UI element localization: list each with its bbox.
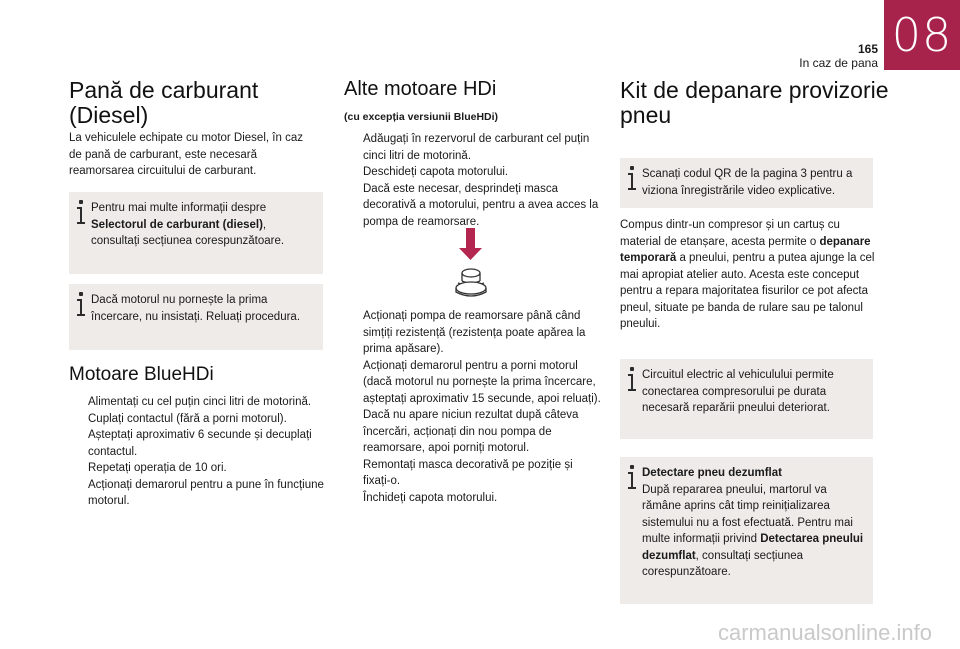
info-text-qr: Scanați codul QR de la pagina 3 pentru a viziona înregistrările video explicative. <box>642 168 853 197</box>
list-item: Remontați masca decorativă pe poziție și fixați-o. <box>363 458 573 487</box>
info-box-restart <box>69 284 323 350</box>
chapter-number: 08 <box>891 8 953 62</box>
other-hdi-steps-b <box>344 308 602 506</box>
list-item: Dacă este necesar, desprindeți masca decorativă a motorului, pentru a avea acces la pompa de reamorsare. <box>363 182 599 228</box>
fuel-outage-intro: La vehiculele echipate cu motor Diesel, în caz de pană de carburant, este necesară reamorsarea circuitului de carburant. <box>69 132 303 177</box>
info-text-deflation: Detectare pneu dezumflat După repararea pneului, martorul va rămâne aprins cât timp reinițializarea sistemului nu a fost efectuată. Pentru mai multe informații privind Detectarea pneului dezumflat, consultați secțiunea corespunzătoare. <box>642 467 864 578</box>
arrow-shaft <box>466 228 475 250</box>
tyre-kit-title: Kit de depanare provizorie pneu <box>620 77 889 128</box>
info-box-circuit <box>620 359 873 439</box>
list-item: Alimentați cu cel puțin cinci litri de motorină. <box>88 396 312 408</box>
list-item: Acționați pompa de reamorsare până când simțiți rezistență (rezistența poate apărea la prima apăsare). <box>363 310 586 355</box>
list-item: Repetați operația de 10 ori. <box>88 462 227 474</box>
list-item: Așteptați aproximativ 6 secunde și decuplați contactul. <box>88 429 312 458</box>
info-text-restart: Dacă motorul nu pornește la prima încercare, nu insistați. Reluați procedura. <box>91 294 301 323</box>
other-hdi-steps-a <box>344 131 600 230</box>
list-item: Acționați demarorul pentru a porni motorul (dacă motorul nu pornește la prima încercare, așteptați aproximativ 15 secunde, apoi reluați). <box>363 359 601 405</box>
other-hdi-title: Alte motoare HDi <box>344 78 497 100</box>
info-icon <box>76 200 86 226</box>
arrow-head <box>459 248 482 260</box>
info-box-fuel-selector <box>69 192 323 274</box>
bluehdi-title: Motoare BlueHDi <box>69 364 214 385</box>
info-icon <box>627 367 637 393</box>
tyre-kit-body: Compus dintr-un compresor și un cartuș cu material de etanșare, acesta permite o depanare temporară a pneului, pentru a putea ajunge la cel mai apropiat atelier auto. Acesta este conceput pentru a repara majoritatea fisurilor ce pot afecta pneul, situate pe banda de rulare sau pe talonul pneului. <box>620 219 875 330</box>
priming-pump-illustration <box>446 226 496 302</box>
list-item: Acționați demarorul pentru a pune în funcțiune motorul. <box>88 478 324 507</box>
fuel-outage-section <box>69 78 324 128</box>
page-number: 165 <box>857 42 878 56</box>
section-title: In caz de pana <box>799 56 878 70</box>
info-text-circuit: Circuitul electric al vehiculului permite conectarea compresorului pe durata necesară reparării pneului deteriorat. <box>642 369 834 414</box>
bluehdi-steps <box>69 394 325 510</box>
list-item: Cuplați contactul (fără a porni motorul). <box>88 412 287 425</box>
chapter-badge <box>884 0 960 70</box>
info-text-fuel-selector: Pentru mai multe informații despre Selectorul de carburant (diesel), consultați secțiunea corespunzătoare. <box>91 202 285 247</box>
list-item: Închideți capota motorului. <box>363 491 498 504</box>
list-item: Deschideți capota motorului. <box>363 166 509 178</box>
list-item: Dacă nu apare niciun rezultat după câteva încercări, acționați din nou pompa de reamorsare, apoi porniți motorul. <box>363 409 579 454</box>
watermark: carmanualsonline.info <box>717 620 932 645</box>
info-icon <box>627 166 637 192</box>
fuel-outage-title: Pană de carburant (Diesel) <box>69 77 259 128</box>
other-hdi-subtitle: (cu excepția versiunii BlueHDi) <box>344 111 499 123</box>
info-icon <box>627 465 637 491</box>
info-icon <box>76 292 86 318</box>
info-box-deflation <box>620 457 873 604</box>
info-box-qr <box>620 158 873 208</box>
list-item: Adăugați în rezervorul de carburant cel puțin cinci litri de motorină. <box>363 133 590 162</box>
